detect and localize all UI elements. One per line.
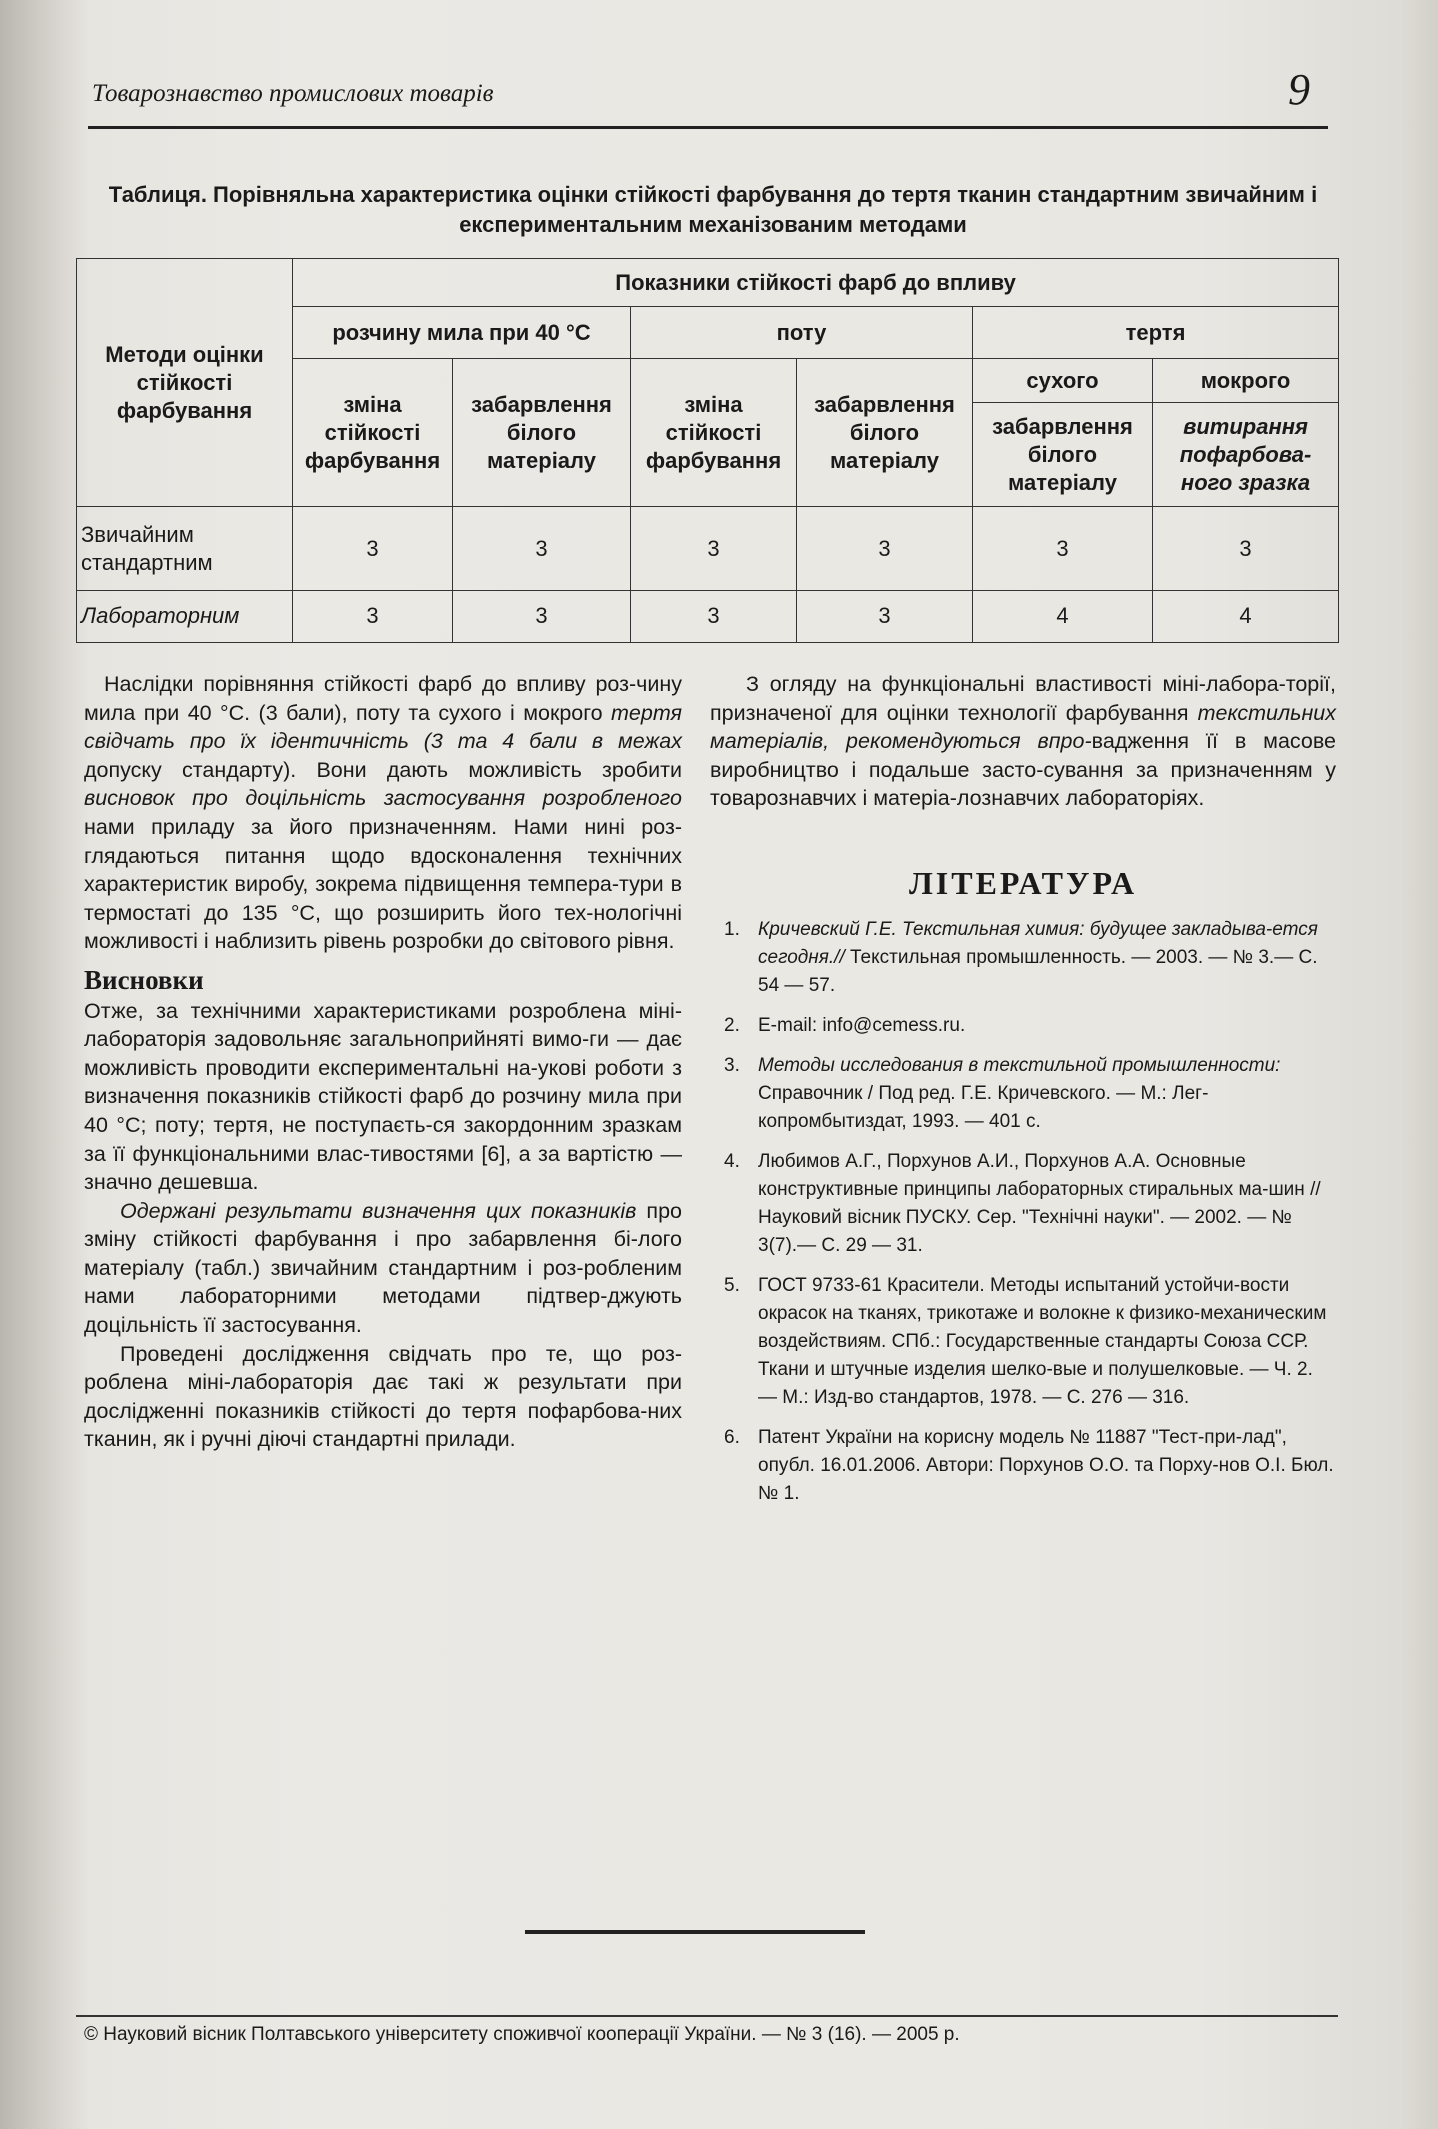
value-cell: 3	[293, 507, 453, 590]
value-cell: 3	[453, 507, 631, 590]
reference-item	[710, 1148, 1336, 1260]
right-column	[710, 670, 1336, 1520]
reference-text: Патент України на корисну модель № 11887 "Тест-при-лад", опубл. 16.01.2006. Автори: Порхунов О.О. та Порху-нов О.І. Бюл. № 1.	[758, 1426, 1334, 1504]
text-run: про зміну стійкості фарбування і про забарвлення бі-лого матеріалу (табл.) звичайним стандартним і роз-робленим нами лабораторними методами підтвер-джують доцільність її застосування.	[84, 1198, 682, 1338]
reference-number: 6.	[724, 1426, 740, 1448]
reference-text: Текстильная промышленность. — 2003. — № 3.— С. 54 — 57.	[758, 946, 1318, 996]
col-header: забарвлення білого матеріалу	[797, 359, 973, 507]
page-number: 9	[1288, 65, 1310, 114]
method-cell: Звичайним стандартним	[77, 507, 293, 590]
table-row	[77, 590, 1339, 642]
text-run: тертя свідчать про їх ідентичність (3 та 4 бали в межах	[84, 700, 682, 754]
friction-wet: мокрого	[1153, 359, 1339, 403]
reference-number: 3.	[724, 1054, 740, 1076]
paragraph	[84, 670, 682, 956]
value-cell: 4	[1153, 590, 1339, 642]
reference-text: Любимов А.Г., Порхунов А.И., Порхунов А.А. Основные конструктивные принципы лабораторных стиральных ма-шин // Науковий вісник ПУСКУ. Сер. "Технічні науки". — 2002. — № 3(7).— С. 29 — 31.	[758, 1150, 1321, 1256]
value-cell: 3	[631, 590, 797, 642]
col-header: витирання пофарбова-ного зразка	[1153, 402, 1339, 506]
reference-number: 4.	[724, 1150, 740, 1172]
group-header: Показники стійкості фарб до впливу	[293, 259, 1339, 307]
row-header	[77, 259, 293, 507]
group-sweat: поту	[631, 307, 973, 359]
text-run: вадження її в масове виробництво і подальше засто-сування за призначенням у товарознавчих і матеріа-лознавчих лабораторіях.	[710, 729, 1336, 811]
text-run: висновок про доцільність застосування розробленого	[84, 786, 682, 811]
comparison-table	[76, 258, 1339, 643]
col-header: зміна стійкості фарбування	[293, 359, 453, 507]
text-run: Наслідки порівняння стійкості фарб до впливу роз-чину мила при 40 °С. (3 бали), поту та сухого і мокрого	[84, 672, 682, 725]
page-footer: © Науковий вісник Полтавського університету споживчої кооперації України. — № 3 (16). — 2005 р.	[76, 2015, 1338, 2055]
row-header-label: Методи оцінки стійкості фарбування	[105, 341, 264, 423]
text-run: текстильних матеріалів, рекомендуються впро-	[710, 700, 1336, 754]
value-cell: 3	[797, 590, 973, 642]
value-cell: 3	[1153, 507, 1339, 590]
end-rule	[525, 1930, 865, 1934]
paragraph: Отже, за технічними характеристиками розроблена міні-лабораторія задовольняє загальноприйняті вимо-ги — дає можливість проводити експериментальні на-укові роботи з визначення показників стійкості фарб до розчину мила при 40 °С; поту; тертя, не поступаєть-ся закордонним зразкам за її функціональними влас-тивостями [6], а за вартістю — значно дешевша.	[84, 998, 682, 1195]
group-soap: розчину мила при 40 °С	[293, 307, 631, 359]
value-cell: 3	[453, 590, 631, 642]
value-cell: 3	[631, 507, 797, 590]
left-column	[84, 670, 682, 1454]
running-header	[88, 62, 1328, 129]
reference-text: ГОСТ 9733-61 Красители. Методы испытаний устойчи-вости окрасок на тканях, трикотаже и волокне к физико-механическим воздействиям. СПб.: Государственные стандарты Союза ССР. Ткани и штучные изделия шелко-вые и полушелковые. — Ч. 2. — М.: Изд-во стандартов, 1978. — С. 276 — 316.	[758, 1274, 1327, 1408]
reference-item	[710, 916, 1336, 1000]
reference-number: 5.	[724, 1274, 740, 1296]
reference-italic: Кричевский Г.Е. Текстильная химия: будущее закладыва-ется сегодня.//	[758, 918, 1318, 968]
value-cell: 3	[293, 590, 453, 642]
col-header: забарвлення білого матеріалу	[973, 402, 1153, 506]
paragraph	[84, 1197, 682, 1340]
group-friction: тертя	[973, 307, 1339, 359]
col-header: зміна стійкості фарбування	[631, 359, 797, 507]
conclusions-heading: Висновки	[84, 964, 204, 995]
paragraph: Проведені дослідження свідчать про те, що роз-роблена міні-лабораторія дає такі ж результати при дослідженні показників стійкості до тертя пофарбова-них тканин, як і ручні діючі стандартні прилади.	[84, 1341, 682, 1452]
literature-heading: ЛІТЕРАТУРА	[908, 864, 1138, 901]
value-cell: 4	[973, 590, 1153, 642]
reference-item	[710, 1012, 1336, 1040]
reference-text: E-mail: info@cemess.ru.	[758, 1014, 966, 1036]
reference-item	[710, 1272, 1336, 1412]
value-cell: 3	[973, 507, 1153, 590]
text-run: нами приладу за його призначенням. Нами нині роз-глядаються питання щодо вдосконалення технічних характеристик виробу, зокрема підвищення темпера-тури в термостаті до 135 °С, що розширить його тех-нологічні можливості і наблизить рівень розробки до світового рівня.	[84, 814, 682, 954]
text-run: Одержані результати визначення цих показників	[120, 1198, 637, 1223]
text-run: допуску стандарту). Вони дають можливість зробити	[84, 757, 682, 782]
reference-text: Справочник / Под ред. Г.Е. Кричевского. — М.: Лег-копромбытиздат, 1993. — 401 с.	[758, 1082, 1209, 1132]
paragraph	[710, 670, 1336, 813]
value-cell: 3	[797, 507, 973, 590]
reference-number: 2.	[724, 1014, 740, 1036]
method-cell: Лабораторним	[77, 590, 293, 642]
table-row	[77, 507, 1339, 590]
reference-list	[710, 916, 1336, 1508]
reference-item	[710, 1052, 1336, 1136]
reference-item	[710, 1424, 1336, 1508]
friction-dry: сухого	[973, 359, 1153, 403]
col-header: забарвлення білого матеріалу	[453, 359, 631, 507]
table-caption: Таблиця. Порівняльна характеристика оцінки стійкості фарбування до тертя тканин стандартним звичайним і експериментальним механізованим методами	[108, 182, 1318, 237]
journal-section-title: Товарознавство промислових товарів	[92, 80, 494, 107]
text-run: З огляду на функціональні властивості міні-лабора-торії, призначеної для оцінки технології фарбування	[710, 672, 1336, 725]
reference-italic: Методы исследования в текстильной промышленности:	[758, 1054, 1281, 1076]
reference-number: 1.	[724, 918, 740, 940]
